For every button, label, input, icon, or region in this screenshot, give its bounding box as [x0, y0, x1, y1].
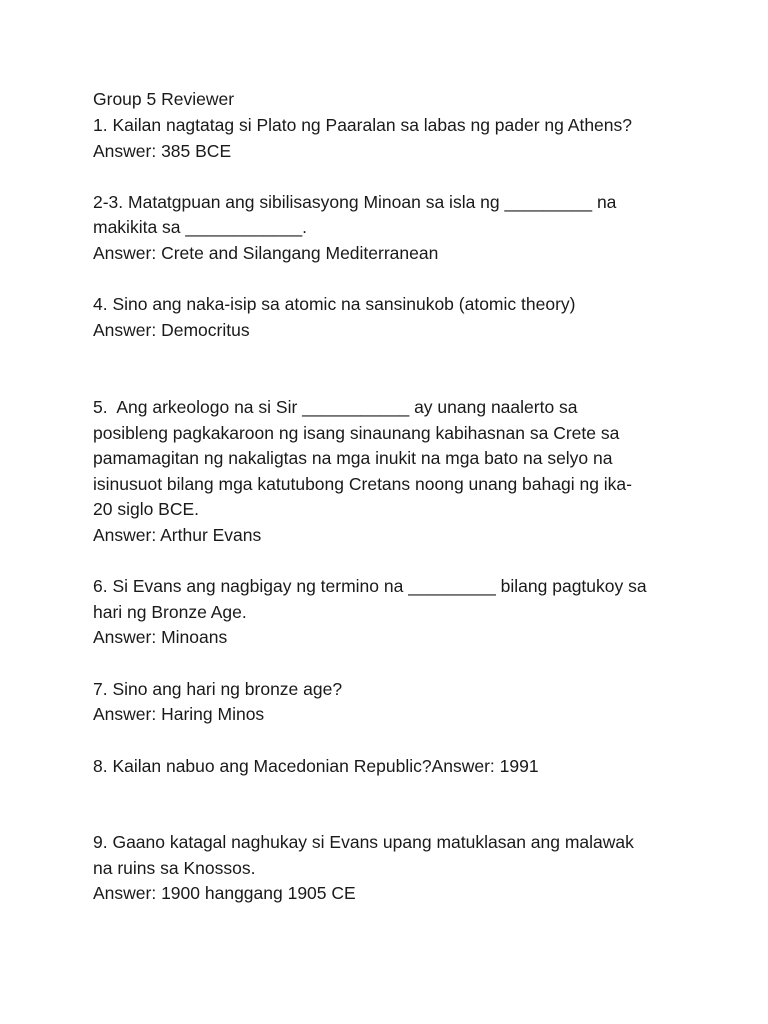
- question-5-line-3: pamamagitan ng nakaligtas na mga inukit na mga bato na selyo na: [93, 448, 613, 468]
- question-5-line-1: 5. Ang arkeologo na si Sir ___________ ay unang naalerto sa: [93, 397, 578, 417]
- question-1: 1. Kailan nagtatag si Plato ng Paaralan sa labas ng pader ng Athens?: [93, 115, 633, 135]
- question-4: 4. Sino ang naka-isip sa atomic na sansinukob (atomic theory): [93, 294, 576, 314]
- question-2-3-line-2: makikita sa ____________.: [93, 217, 308, 237]
- question-2-3-line-1: 2-3. Matatgpuan ang sibilisasyong Minoan sa isla ng _________ na: [93, 192, 617, 212]
- question-5-line-4: isinusuot bilang mga katutubong Cretans noong unang bahagi ng ika-: [93, 474, 632, 494]
- answer-5: Answer: Arthur Evans: [93, 525, 262, 545]
- question-6-line-1: 6. Si Evans ang nagbigay ng termino na _________ bilang pagtukoy sa: [93, 576, 647, 596]
- answer-9: Answer: 1900 hanggang 1905 CE: [93, 883, 356, 903]
- answer-6: Answer: Minoans: [93, 627, 228, 647]
- question-6-line-2: hari ng Bronze Age.: [93, 602, 247, 622]
- answer-7: Answer: Haring Minos: [93, 704, 265, 724]
- document-title: Group 5 Reviewer: [93, 89, 235, 109]
- answer-4: Answer: Democritus: [93, 320, 250, 340]
- question-9-line-2: na ruins sa Knossos.: [93, 858, 256, 878]
- question-5-line-2: posibleng pagkakaroon ng isang sinaunang kabihasnan sa Crete sa: [93, 423, 620, 443]
- question-5-line-5: 20 siglo BCE.: [93, 499, 200, 519]
- question-7: 7. Sino ang hari ng bronze age?: [93, 679, 343, 699]
- answer-1: Answer: 385 BCE: [93, 141, 232, 161]
- answer-2-3: Answer: Crete and Silangang Mediterranean: [93, 243, 439, 263]
- question-9-line-1: 9. Gaano katagal naghukay si Evans upang matuklasan ang malawak: [93, 832, 634, 852]
- question-8: 8. Kailan nabuo ang Macedonian Republic?Answer: 1991: [93, 756, 539, 776]
